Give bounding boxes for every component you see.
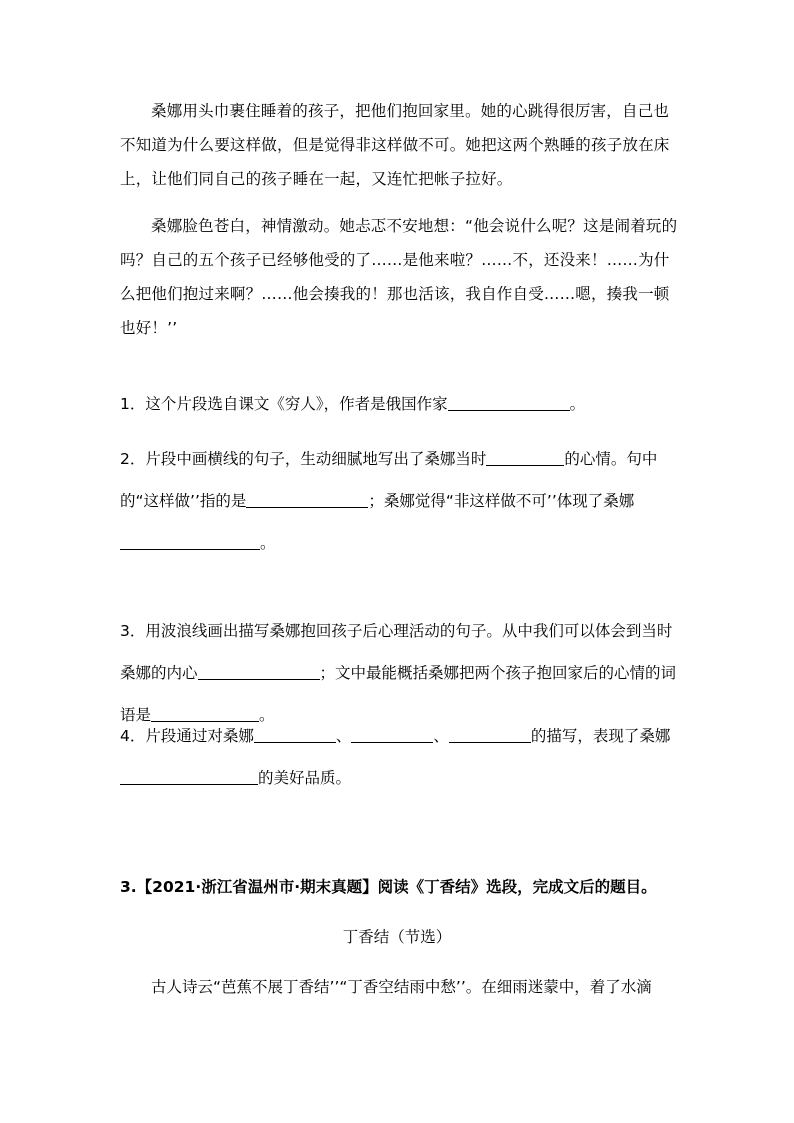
question-4-text-d: 的描写，表现了桑娜 <box>530 727 671 745</box>
question-4-blank-4[interactable] <box>120 769 258 786</box>
question-1-blank[interactable] <box>448 395 570 412</box>
question-4-end: 的美好品质。 <box>258 769 352 787</box>
question-3-end: 。 <box>259 706 275 724</box>
passage-paragraph-2: 桑娜脸色苍白，神情激动。她忐忑不安地想：“他会说什么呢？这是闹着玩的吗？自己的五个孩子已经够他受的了……是他来啦？……不，还没来！……为什么把他们抱过来啊？……他会揍我的！那也活该，我自作自受……嗯，揍我一顿也好！’’ <box>120 217 678 337</box>
question-4 <box>120 715 680 799</box>
section-3-paragraph: 古人诗云“芭蕉不展丁香结’’“丁香空结雨中愁’’。在细雨迷蒙中，着了水滴 <box>151 978 652 996</box>
question-1 <box>120 383 680 425</box>
question-2-text-b: 的心情。句中的“这样做’’指的是 <box>120 450 658 510</box>
question-2-text-c: ；桑娜觉得“非这样做不可’’体现了桑娜 <box>368 492 635 510</box>
question-4-text-a: 4．片段通过对桑娜 <box>120 727 254 745</box>
question-4-sep-2: 、 <box>433 727 449 745</box>
question-1-text: 1．这个片段选自课文《穷人》，作者是俄国作家 <box>120 395 448 413</box>
passage-subtitle: 丁香结（节选） <box>342 928 452 946</box>
question-2-blank-3[interactable] <box>120 534 260 551</box>
question-4-blank-2[interactable] <box>351 727 433 744</box>
question-4-blank-3[interactable] <box>449 727 531 744</box>
question-2-blank-1[interactable] <box>486 450 564 467</box>
passage-paragraph-1: 桑娜用头巾裹住睡着的孩子，把他们抱回家里。她的心跳得很厉害，自己也不知道为什么要这样做，但是觉得非这样做不可。她把这两个熟睡的孩子放在床上，让他们同自己的孩子睡在一起，又连忙把帐子拉好。 <box>120 102 670 188</box>
question-1-end: 。 <box>569 395 586 413</box>
section-3-heading: 3.【2021·浙江省温州市·期末真题】阅读《丁香结》选段，完成文后的题目。 <box>120 878 657 896</box>
question-4-blank-1[interactable] <box>254 727 336 744</box>
question-3-blank-1[interactable] <box>198 664 320 681</box>
question-2-end: 。 <box>260 534 276 552</box>
question-3-text-a: 3．用波浪线画出描写桑娜抱回孩子后心理活动的句子。从中我们可以体会到当时桑娜的内心 <box>120 622 673 682</box>
question-4-sep-1: 、 <box>335 727 352 745</box>
question-2 <box>120 438 680 564</box>
question-2-blank-2[interactable] <box>246 492 368 509</box>
question-3-text-b: ；文中最能概括桑娜把两个孩子抱回家后的心情的词语是 <box>120 664 677 724</box>
question-2-text-a: 2．片段中画横线的句子，生动细腻地写出了桑娜当时 <box>120 450 487 468</box>
